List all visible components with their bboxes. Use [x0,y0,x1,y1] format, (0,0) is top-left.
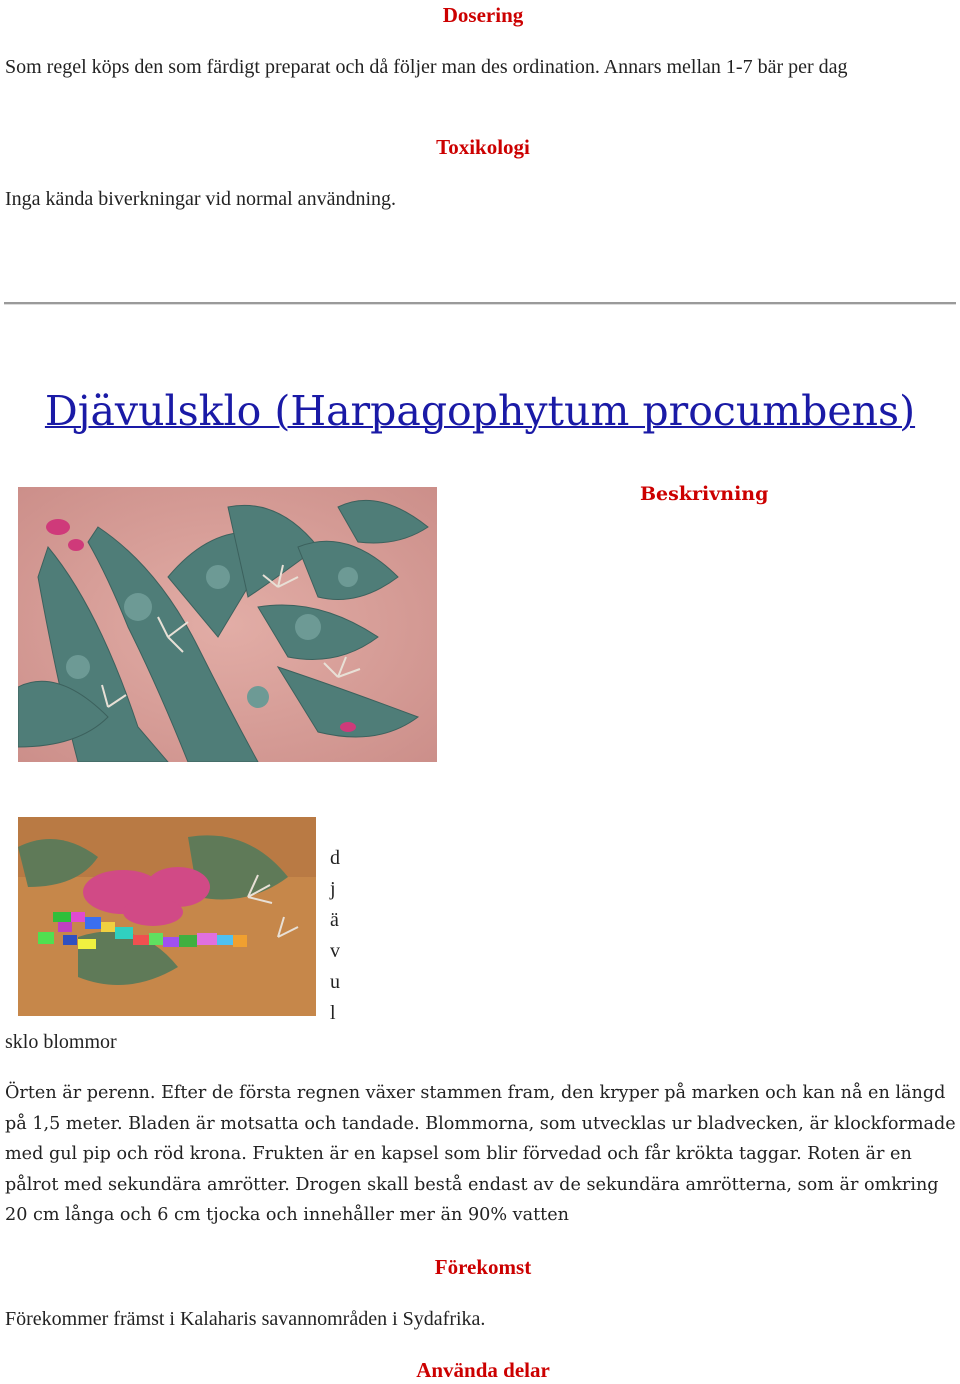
flower-photo-graphic [18,817,316,1016]
dosering-text: Som regel köps den som färdigt preparat och då följer man des ordination. Annars mellan 1-7 bär per dag [5,56,848,78]
vertical-letter: v [330,940,340,962]
vertical-letter: j [330,878,336,900]
anvanda-delar-heading: Använda delar [416,1358,550,1382]
toxikologi-heading: Toxikologi [436,135,530,159]
image-caption: sklo blommor [5,1031,117,1053]
plant-description: Örten är perenn. Efter de första regnen växer stammen fram, den kryper på marken och kan nå en längd på 1,5 meter. Bladen är motsatta och tandade. Blommorna, som utvecklas ur bladvecken, är klockformade med gul pip och röd krona. Frukten är en kapsel som blir förvedad och får krökta taggar. Roten är en pålrot med sekundära amrötter. Drogen skall bestå endast av de sekundära amrötterna, som är omkring 20 cm långa och 6 cm tjocka och innehåller mer än 90% vatten [5,1083,956,1226]
page-title [0,383,960,439]
plant-photo [18,487,437,762]
vertical-letter: d [330,847,340,869]
dosering-heading: Dosering [442,3,524,27]
vertical-letters [330,843,350,1029]
flower-photo [18,817,316,1016]
title-link[interactable]: Djävulsklo (Harpagophytum procumbens) [44,387,916,435]
plant-photo-graphic [18,487,437,762]
beskrivning-heading: Beskrivning [640,483,769,505]
vertical-letter: u [330,971,340,993]
toxikologi-text: Inga kända biverkningar vid normal användning. [5,188,396,210]
forekomst-heading: Förekomst [434,1255,532,1279]
vertical-letter: l [330,1002,336,1024]
vertical-letter: ä [330,909,339,931]
forekomst-text: Förekommer främst i Kalaharis savannområden i Sydafrika. [5,1308,486,1330]
section-divider [4,302,956,305]
